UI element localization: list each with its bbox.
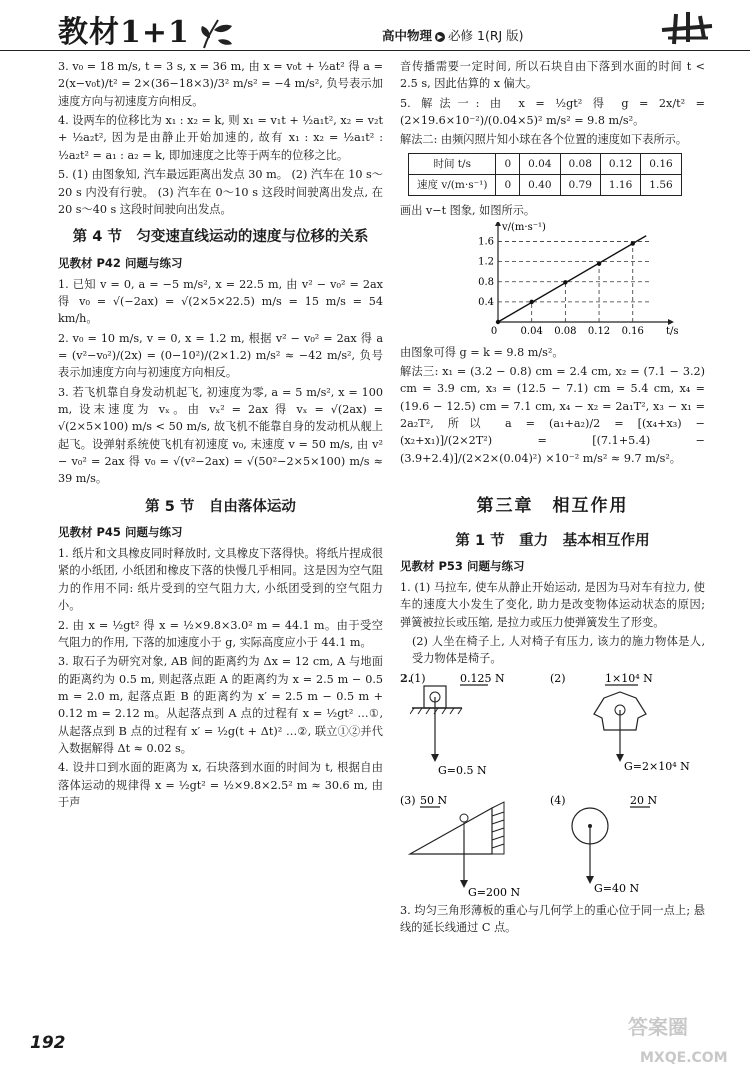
brush-mark-icon (658, 8, 716, 48)
diagram-number: (3) (400, 793, 416, 807)
arrowhead-icon (431, 754, 439, 762)
diagram-number: (4) (550, 793, 566, 807)
x-axis-arrow-icon (668, 319, 674, 325)
x-axis-label: t/s (666, 325, 679, 337)
method-2: 解法二: 由频闪照片知小球在各个位置的速度如下表所示。 (400, 133, 688, 147)
data-point (597, 261, 601, 265)
incline-shape (410, 808, 492, 854)
y-tick-label: 0.8 (478, 276, 494, 288)
answer-5-1: 1. 纸片和文具橡皮同时释放时, 文具橡皮下落得快。将纸片捏成很紧的小纸团, 小纸团和橡皮下落的快慢几乎相同。这是因为空气阻力的作用不同: 纸片受到的空气阻力大, 小纸团受到的空气阻力小。 (58, 547, 383, 613)
force-label: G=0.5 N (438, 763, 487, 777)
table-header-velocity: 速度 v/(m·s⁻¹) (409, 175, 496, 196)
data-point (529, 299, 533, 303)
series-line (498, 235, 646, 321)
subject-name: 高中物理 (382, 28, 433, 43)
x-tick-label: 0.04 (520, 325, 543, 337)
force-label: G=200 N (468, 885, 521, 899)
edition-label: 必修 1(RJ 版) (448, 28, 524, 43)
y-tick-label: 1.6 (478, 236, 494, 248)
answer-3-1: 1. (1) 马拉车, 使车从静止开始运动, 是因为马对车有拉力, 使车的速度大小发生了变化, 助力是改变物体运动状态的原因; 弹簧被拉长或压缩, 是拉力或压力使弹簧发生了形变。 (400, 580, 705, 629)
force-diagram-3 (400, 788, 550, 900)
force-diagram-2 (550, 670, 700, 780)
section-title-5: 第 5 节 自由落体运动 (145, 498, 296, 515)
table-cell: 0 (496, 153, 520, 174)
velocity-table (408, 153, 682, 197)
arrowhead-icon (586, 876, 594, 884)
section-title-3-1: 第 1 节 重力 基本相互作用 (455, 532, 650, 549)
table-row (409, 175, 682, 196)
table-cell: 0 (496, 175, 520, 196)
answer-5-5: 5. 解法一: 由 x = ½gt² 得 g = 2x/t² = (2×19.6×10⁻²)/(0.04×5)² m/s² = 9.8 m/s²。 (400, 96, 705, 128)
x-tick-label: 0.16 (621, 325, 644, 337)
force-label: G=40 N (594, 881, 640, 895)
watermark-url: MXQE.COM (640, 1050, 728, 1066)
y-axis-label: v/(m·s⁻¹) (502, 221, 546, 233)
table-cell: 0.16 (641, 153, 681, 174)
scale-label: 20 N (630, 793, 658, 807)
answer-5-4: 4. 设井口到水面的距离为 x, 石块落到水面的时间为 t, 根据自由落体运动的规律得 x = ½gt² = ½×9.8×2.5² m ≈ 30.6 m, 由于声 (58, 761, 383, 810)
table-cell: 0.40 (520, 175, 560, 196)
scale-label: 50 N (420, 793, 448, 807)
answer-5-2: 2. 由 x = ½gt² 得 x = ½×9.8×3.0² m = 44.1 m。由于受空气阻力的作用, 下落的加速度小于 g, 实际高度应小于 44.1 m。 (58, 618, 383, 649)
table-cell: 0.79 (560, 175, 600, 196)
answer-3-1-part2: (2) 人坐在椅子上, 人对椅子有压力, 该力的施力物体是人, 受力物体是椅子。 (412, 634, 705, 666)
force-diagrams (400, 670, 705, 902)
leaf-sprig-icon (198, 16, 236, 50)
table-cell: 1.56 (641, 175, 681, 196)
x-tick-label: 0.12 (587, 325, 611, 337)
homework-ref-p45: 见教材 P45 问题与练习 (58, 525, 183, 540)
y-axis-arrow-icon (495, 222, 501, 226)
chapter-title: 第三章 相互作用 (476, 496, 629, 517)
answer-4-1: 1. 已知 v = 0, a = −5 m/s², x = 22.5 m, 由 v² − v₀² = 2ax 得 v₀ = √(−2ax) = √(2×5×22.5) m/s = 15 m/s = 54 km/h。 (58, 277, 383, 326)
left-column (58, 58, 383, 814)
book-logo: 教材1+1 (58, 15, 190, 50)
answer-5-3: 3. 取石子为研究对象, AB 间的距离约为 Δx = 12 cm, A 与地面的距离约为 0.5 m, 则起落点距 A 的距离约为 x = 2.5 m − 0.5 m = 2.0 m, 起落点距 B 的距离约为 x′ = 2.5 m − 0.5 m + 0.12 m = 2.12 m。从起落点到 A 点的过程有 x = ½gt² …①, 从起落点到 B 点的过程有 x′ = ½g(t + Δt)² …②, 联立①②并代入数据解得 Δt ≈ 0.02 s。 (58, 655, 383, 756)
answer-4-2: 2. v₀ = 10 m/s, v = 0, x = 1.2 m, 根据 v² − v₀² = 2ax 得 a = (v²−v₀²)/(2x) = (0−10²)/(2×1.2) m/s² ≈ −42 m/s², 负号表示加速度方向与初速度方向相反。 (58, 331, 383, 380)
diagram-number: (2) (550, 671, 566, 685)
table-cell: 0.04 (520, 153, 560, 174)
arrowhead-icon (616, 754, 624, 762)
answer-3-2-label: 2. (400, 670, 412, 685)
answer-4-3: 3. 若飞机靠自身发动机起飞, 初速度为零, a = 5 m/s², x = 100 m, 设末速度为 vₓ。由 vₓ² = 2ax 得 vₓ = √(2ax) = √(2×5×100) m/s < 50 m/s, 故飞机不能靠自身的发动机从舰上起飞。设弹射系统使飞机有初速度 v₀, 末速度 v = 50 m/s, 由 v² − v₀² = 2ax 得 v₀ = √(v²−2ax) = √(50²−2×5×100) m/s ≈ 39 m/s。 (58, 385, 383, 486)
diagram-number: (1) (410, 671, 426, 685)
answer-5-4-continued: 音传播需要一定时间, 所以石块自由下落到水面的时间 t < 2.5 s, 因此估算的 x 偏大。 (400, 60, 705, 91)
homework-ref-p53: 见教材 P53 问题与练习 (400, 559, 525, 574)
table-cell: 0.12 (600, 153, 640, 174)
arrowhead-icon (460, 880, 468, 888)
subject-label (382, 26, 524, 45)
table-header-time: 时间 t/s (409, 153, 496, 174)
x-tick-label: 0.08 (554, 325, 577, 337)
page-number: 192 (30, 1033, 66, 1053)
homework-ref-p42: 见教材 P42 问题与练习 (58, 255, 183, 270)
answer-5: 5. (1) 由图象知, 汽车最远距离出发点 30 m。 (2) 汽车在 10 s～20 s 内没有行驶。 (3) 汽车在 0～10 s 这段时间驶离出发点, 在 20 s～40 s 这段时间驶向出发点。 (58, 168, 383, 216)
table-cell: 0.08 (560, 153, 600, 174)
force-diagram-1 (410, 670, 540, 780)
data-point (563, 280, 567, 284)
y-tick-label: 1.2 (478, 256, 494, 268)
force-diagram-4 (550, 788, 700, 900)
page-header (0, 0, 750, 51)
scale-label: 1×10⁴ N (605, 671, 653, 685)
play-arrow-icon: ▶ (435, 32, 445, 42)
answer-3-3: 3. 均匀三角形薄板的重心与几何学上的重心位于同一点上; 悬线的延长线通过 C 点。 (400, 903, 705, 934)
table-row (409, 153, 682, 174)
graph-result: 由图象可得 g = k = 9.8 m/s²。 (400, 345, 564, 359)
method-3: 解法三: x₁ = (3.2 − 0.8) cm = 2.4 cm, x₂ = (7.1 − 3.2) cm = 3.9 cm, x₃ = (12.5 − 7.1) cm = 5.4 cm, x₄ = (19.6 − 12.5) cm = 7.1 cm, x₄ − x₂ = 2a₁T², x₃ − x₁ = 2a₂T², 所以 a = (a₁+a₂)/2 = [(x₄+x₃) − (x₂+x₁)]/(2×2T²) = [(7.1+5.4) − (3.9+2.4)]/(2×2×(0.04)²) ×10⁻² m/s² ≈ 9.7 m/s²。 (400, 365, 705, 465)
data-point (631, 241, 635, 245)
section-title-4: 第 4 节 匀变速直线运动的速度与位移的关系 (72, 229, 369, 246)
answer-3: 3. v₀ = 18 m/s, t = 3 s, x = 36 m, 由 x = v₀t + ½at² 得 a = 2(x−v₀t)/t² = 2×(36−18×3)/3² m/s² = −4 m/s², 负号表示加速度方向与初速度方向相反。 (58, 60, 383, 108)
ladder-rungs (492, 812, 504, 848)
data-point (496, 319, 500, 323)
y-tick-label: 0.4 (478, 296, 494, 308)
vt-graph (470, 222, 700, 342)
table-cell: 1.16 (600, 175, 640, 196)
watermark-logo: 答案圈 (628, 1015, 688, 1039)
right-column (400, 58, 705, 938)
scale-label: 0.125 N (460, 671, 505, 685)
answer-4: 4. 设两车的位移比为 x₁ : x₂ = k, 则 x₁ = v₁t + ½a₁t², x₂ = v₂t + ½a₂t², 因为是由静止开始加速的, 故有 x₁ : x₂ = ½a₁t² : ½a₂t² = a₁ : a₂ = k, 即加速度之比等于两车的位移之比。 (58, 114, 383, 162)
ground-hatch (410, 708, 462, 714)
force-label: G=2×10⁴ N (624, 759, 690, 773)
person-head-icon (460, 814, 468, 822)
x-tick-label: 0 (490, 325, 498, 337)
graph-caption: 画出 v−t 图象, 如图所示。 (400, 204, 536, 218)
